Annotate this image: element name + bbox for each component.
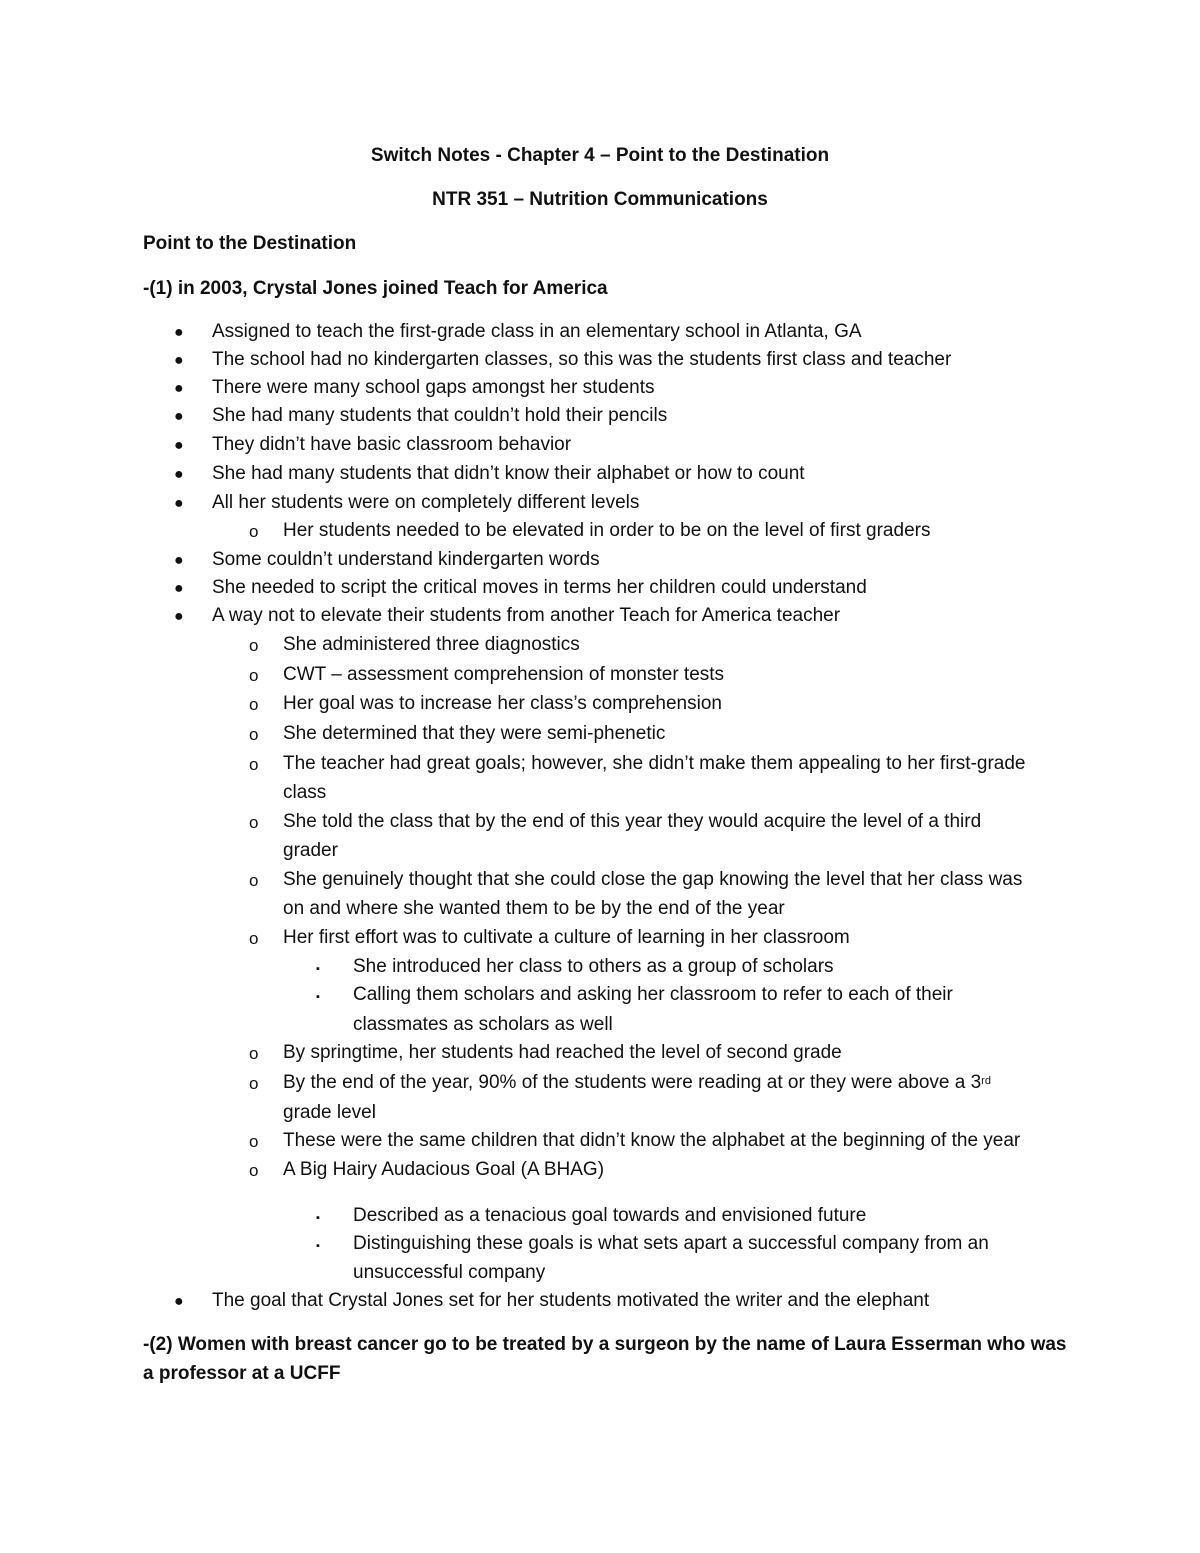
sub-list-item-continued: on and where she wanted them to be by the end of the year [283,898,785,919]
sub-list-item-continued: grader [283,840,338,861]
square-marker: ▪ [316,1212,320,1224]
list-item: They didn’t have basic classroom behavior [212,434,572,455]
sub-list-item: Her goal was to increase her class’s comprehension [283,693,722,714]
point-heading-2: -(2) Women with breast cancer go to be treated by a surgeon by the name of Laura Esserman who was [143,1334,1067,1355]
point-heading-2-continued: a professor at a UCFF [143,1363,341,1384]
document-title: Switch Notes - Chapter 4 – Point to the Destination [370,145,830,166]
bullet-marker: ● [174,352,184,369]
sub-list-item: These were the same children that didn’t know the alphabet at the beginning of the year [283,1130,1021,1151]
circle-marker: o [249,666,259,685]
bullet-marker: ● [174,437,184,454]
sub-sub-list-item: She introduced her class to others as a group of scholars [353,956,834,977]
list-item: The goal that Crystal Jones set for her students motivated the writer and the elephant [212,1290,930,1311]
bullet-marker: ● [174,580,184,597]
circle-marker: o [249,1074,259,1093]
sub-list-item: She determined that they were semi-phenetic [283,723,666,744]
bullet-marker: ● [174,608,184,625]
point-heading-1: -(1) in 2003, Crystal Jones joined Teach for America [143,278,608,299]
ordinal-suffix: rd [981,1075,991,1087]
circle-marker: o [249,871,259,890]
list-item: Some couldn’t understand kindergarten words [212,549,600,570]
sub-list-item-continued: class [283,782,327,803]
sub-list-item-text: By the end of the year, 90% of the students were reading at or they were above a 3 [283,1072,982,1093]
sub-list-item: A Big Hairy Audacious Goal (A BHAG) [283,1159,605,1180]
sub-list-item: CWT – assessment comprehension of monster tests [283,664,725,685]
bullet-marker: ● [174,1293,184,1310]
square-marker: ▪ [316,1240,320,1252]
sub-sub-list-item-continued: unsuccessful company [353,1262,546,1283]
list-item: All her students were on completely different levels [212,492,640,513]
list-item: She had many students that didn’t know their alphabet or how to count [212,463,805,484]
circle-marker: o [249,636,259,655]
bullet-marker: ● [174,324,184,341]
circle-marker: o [249,695,259,714]
sub-list-item: The teacher had great goals; however, she didn’t make them appealing to her first-grade [283,753,1026,774]
sub-sub-list-item: Described as a tenacious goal towards and envisioned future [353,1205,867,1226]
sub-list-item-continued: grade level [283,1102,376,1123]
section-heading: Point to the Destination [143,233,357,254]
list-item: She needed to script the critical moves in terms her children could understand [212,577,867,598]
circle-marker: o [249,522,259,541]
circle-marker: o [249,1044,259,1063]
square-marker: ▪ [316,991,320,1003]
course-subtitle: NTR 351 – Nutrition Communications [432,189,768,210]
circle-marker: o [249,929,259,948]
bullet-marker: ● [174,495,184,512]
list-item: Assigned to teach the first-grade class in an elementary school in Atlanta, GA [212,321,862,342]
circle-marker: o [249,725,259,744]
circle-marker: o [249,1132,259,1151]
circle-marker: o [249,813,259,832]
sub-list-item: Her first effort was to cultivate a culture of learning in her classroom [283,927,850,948]
sub-list-item: She told the class that by the end of this year they would acquire the level of a third [283,811,982,832]
circle-marker: o [249,1161,259,1180]
sub-list-item: Her students needed to be elevated in order to be on the level of first graders [283,520,931,541]
sub-list-item: She administered three diagnostics [283,634,580,655]
circle-marker: o [249,755,259,774]
sub-list-item [283,1072,991,1096]
square-marker: ▪ [316,963,320,975]
bullet-marker: ● [174,380,184,397]
list-item: She had many students that couldn’t hold their pencils [212,405,668,426]
sub-list-item: By springtime, her students had reached the level of second grade [283,1042,842,1063]
sub-sub-list-item-continued: classmates as scholars as well [353,1014,613,1035]
list-item: The school had no kindergarten classes, so this was the students first class and teacher [212,349,952,370]
bullet-marker: ● [174,466,184,483]
bullet-marker: ● [174,552,184,569]
list-item: A way not to elevate their students from another Teach for America teacher [212,605,841,626]
sub-list-item: She genuinely thought that she could close the gap knowing the level that her class was [283,869,1023,890]
sub-sub-list-item: Calling them scholars and asking her classroom to refer to each of their [353,984,953,1005]
sub-sub-list-item: Distinguishing these goals is what sets apart a successful company from an [353,1233,989,1254]
bullet-marker: ● [174,408,184,425]
list-item: There were many school gaps amongst her students [212,377,655,398]
